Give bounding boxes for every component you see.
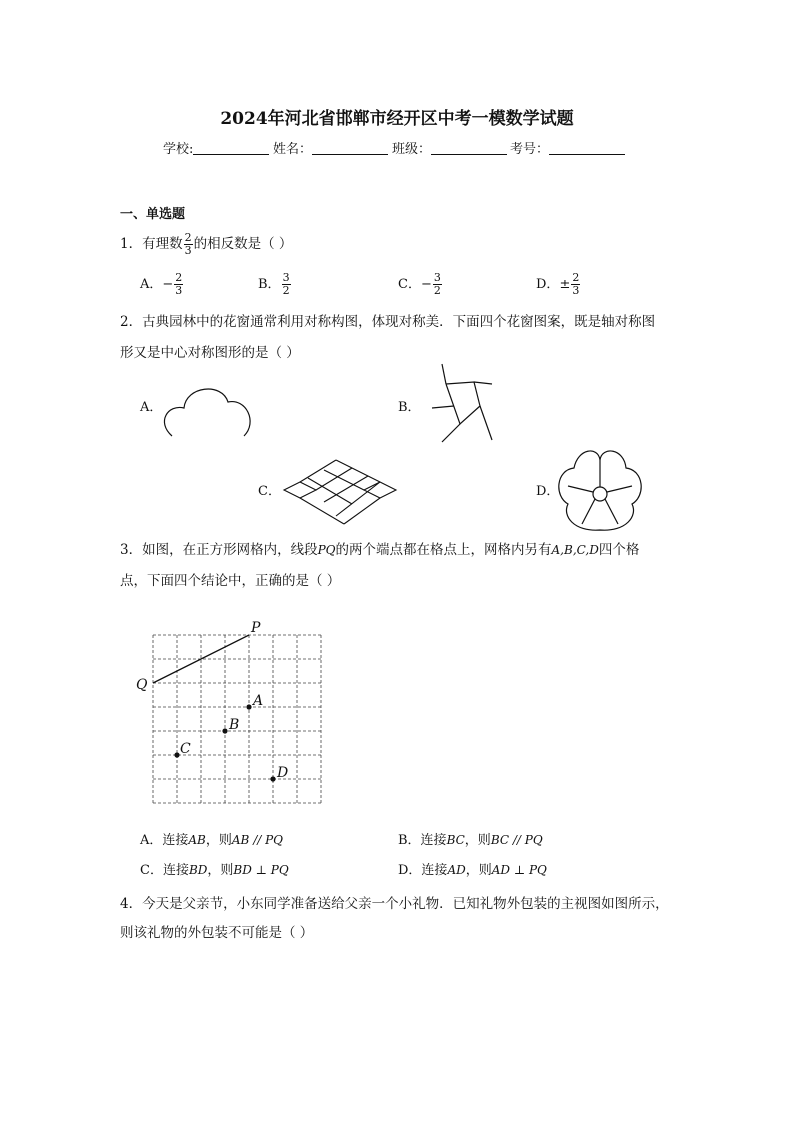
question-2-line-1: 2．古典园林中的花窗通常利用对称构图，体现对称美．下面四个花窗图案，既是轴对称图 <box>120 314 656 330</box>
label-a: A <box>253 693 264 709</box>
question-3-line-2: 点，下面四个结论中，正确的是（ ） <box>120 573 341 589</box>
q1-option-b: B． $\frac{3}{2}$ <box>258 271 290 297</box>
label-q: Q <box>136 677 148 693</box>
exam-number-field <box>510 138 627 157</box>
q3-option-b: B．连接BC，则BC // PQ <box>398 833 543 848</box>
q3-option-a: A．连接AB，则AB // PQ <box>140 833 284 848</box>
question-2-line-2: 形又是中心对称图形的是（ ） <box>120 345 300 361</box>
point-d <box>270 776 275 781</box>
exam-number-label: 考号： <box>510 142 550 157</box>
label-b: B <box>229 717 240 733</box>
point-b <box>222 728 227 733</box>
q2-figure-b-pentagon <box>418 362 500 448</box>
q2-option-c-label: C． <box>258 484 281 499</box>
school-field <box>163 138 271 157</box>
class-blank <box>431 142 507 155</box>
q1-option-c: C．− $\frac{3}{2}$ <box>398 271 441 297</box>
label-c: C <box>180 741 191 757</box>
question-4-line-2: 则该礼物的外包装不可能是（ ） <box>120 925 314 941</box>
class-field <box>392 138 509 157</box>
question-3-line-1: 3．如图，在正方形网格内，线段PQ的两个端点都在格点上，网格内另有A,B,C,D四个格 <box>120 542 640 558</box>
school-label: 学校: <box>163 142 194 157</box>
q2-option-b-label: B． <box>398 400 421 415</box>
class-label: 班级： <box>392 142 432 157</box>
q1-option-a: A．− $\frac{2}{3}$ <box>140 271 183 297</box>
school-blank <box>193 142 269 155</box>
q1-option-d: D．± $\frac{2}{3}$ <box>536 271 580 297</box>
q2-figure-c-lattice <box>280 456 400 530</box>
label-d: D <box>277 765 289 781</box>
q2-figure-a-cloud <box>160 378 256 442</box>
point-c <box>174 752 179 757</box>
question-1-stem: 1．有理数 $\frac{2}{3}$ 的相反数是（ ） <box>120 231 293 257</box>
fraction: $\frac{2}{3}$ <box>184 231 192 257</box>
question-4-line-1: 4．今天是父亲节，小东同学准备送给父亲一个小礼物．已知礼物外包装的主视图如图所示， <box>120 896 669 912</box>
exam-number-blank <box>549 142 625 155</box>
name-field <box>273 138 390 157</box>
q2-option-d-label: D． <box>536 484 560 499</box>
q3-option-c: C．连接BD，则BD ⊥ PQ <box>140 863 289 878</box>
name-label: 姓名： <box>273 142 313 157</box>
q2-figure-d-flower <box>554 446 646 536</box>
q3-grid-figure <box>130 615 335 811</box>
q3-option-d: D．连接AD，则AD ⊥ PQ <box>398 863 547 878</box>
point-a <box>246 704 251 709</box>
section-heading: 一、单选题 <box>120 207 186 222</box>
q2-option-a-label: A． <box>140 400 163 415</box>
page-title: 2024年河北省邯郸市经开区中考一模数学试题 <box>220 109 574 129</box>
name-blank <box>312 142 388 155</box>
label-p: P <box>251 620 261 636</box>
